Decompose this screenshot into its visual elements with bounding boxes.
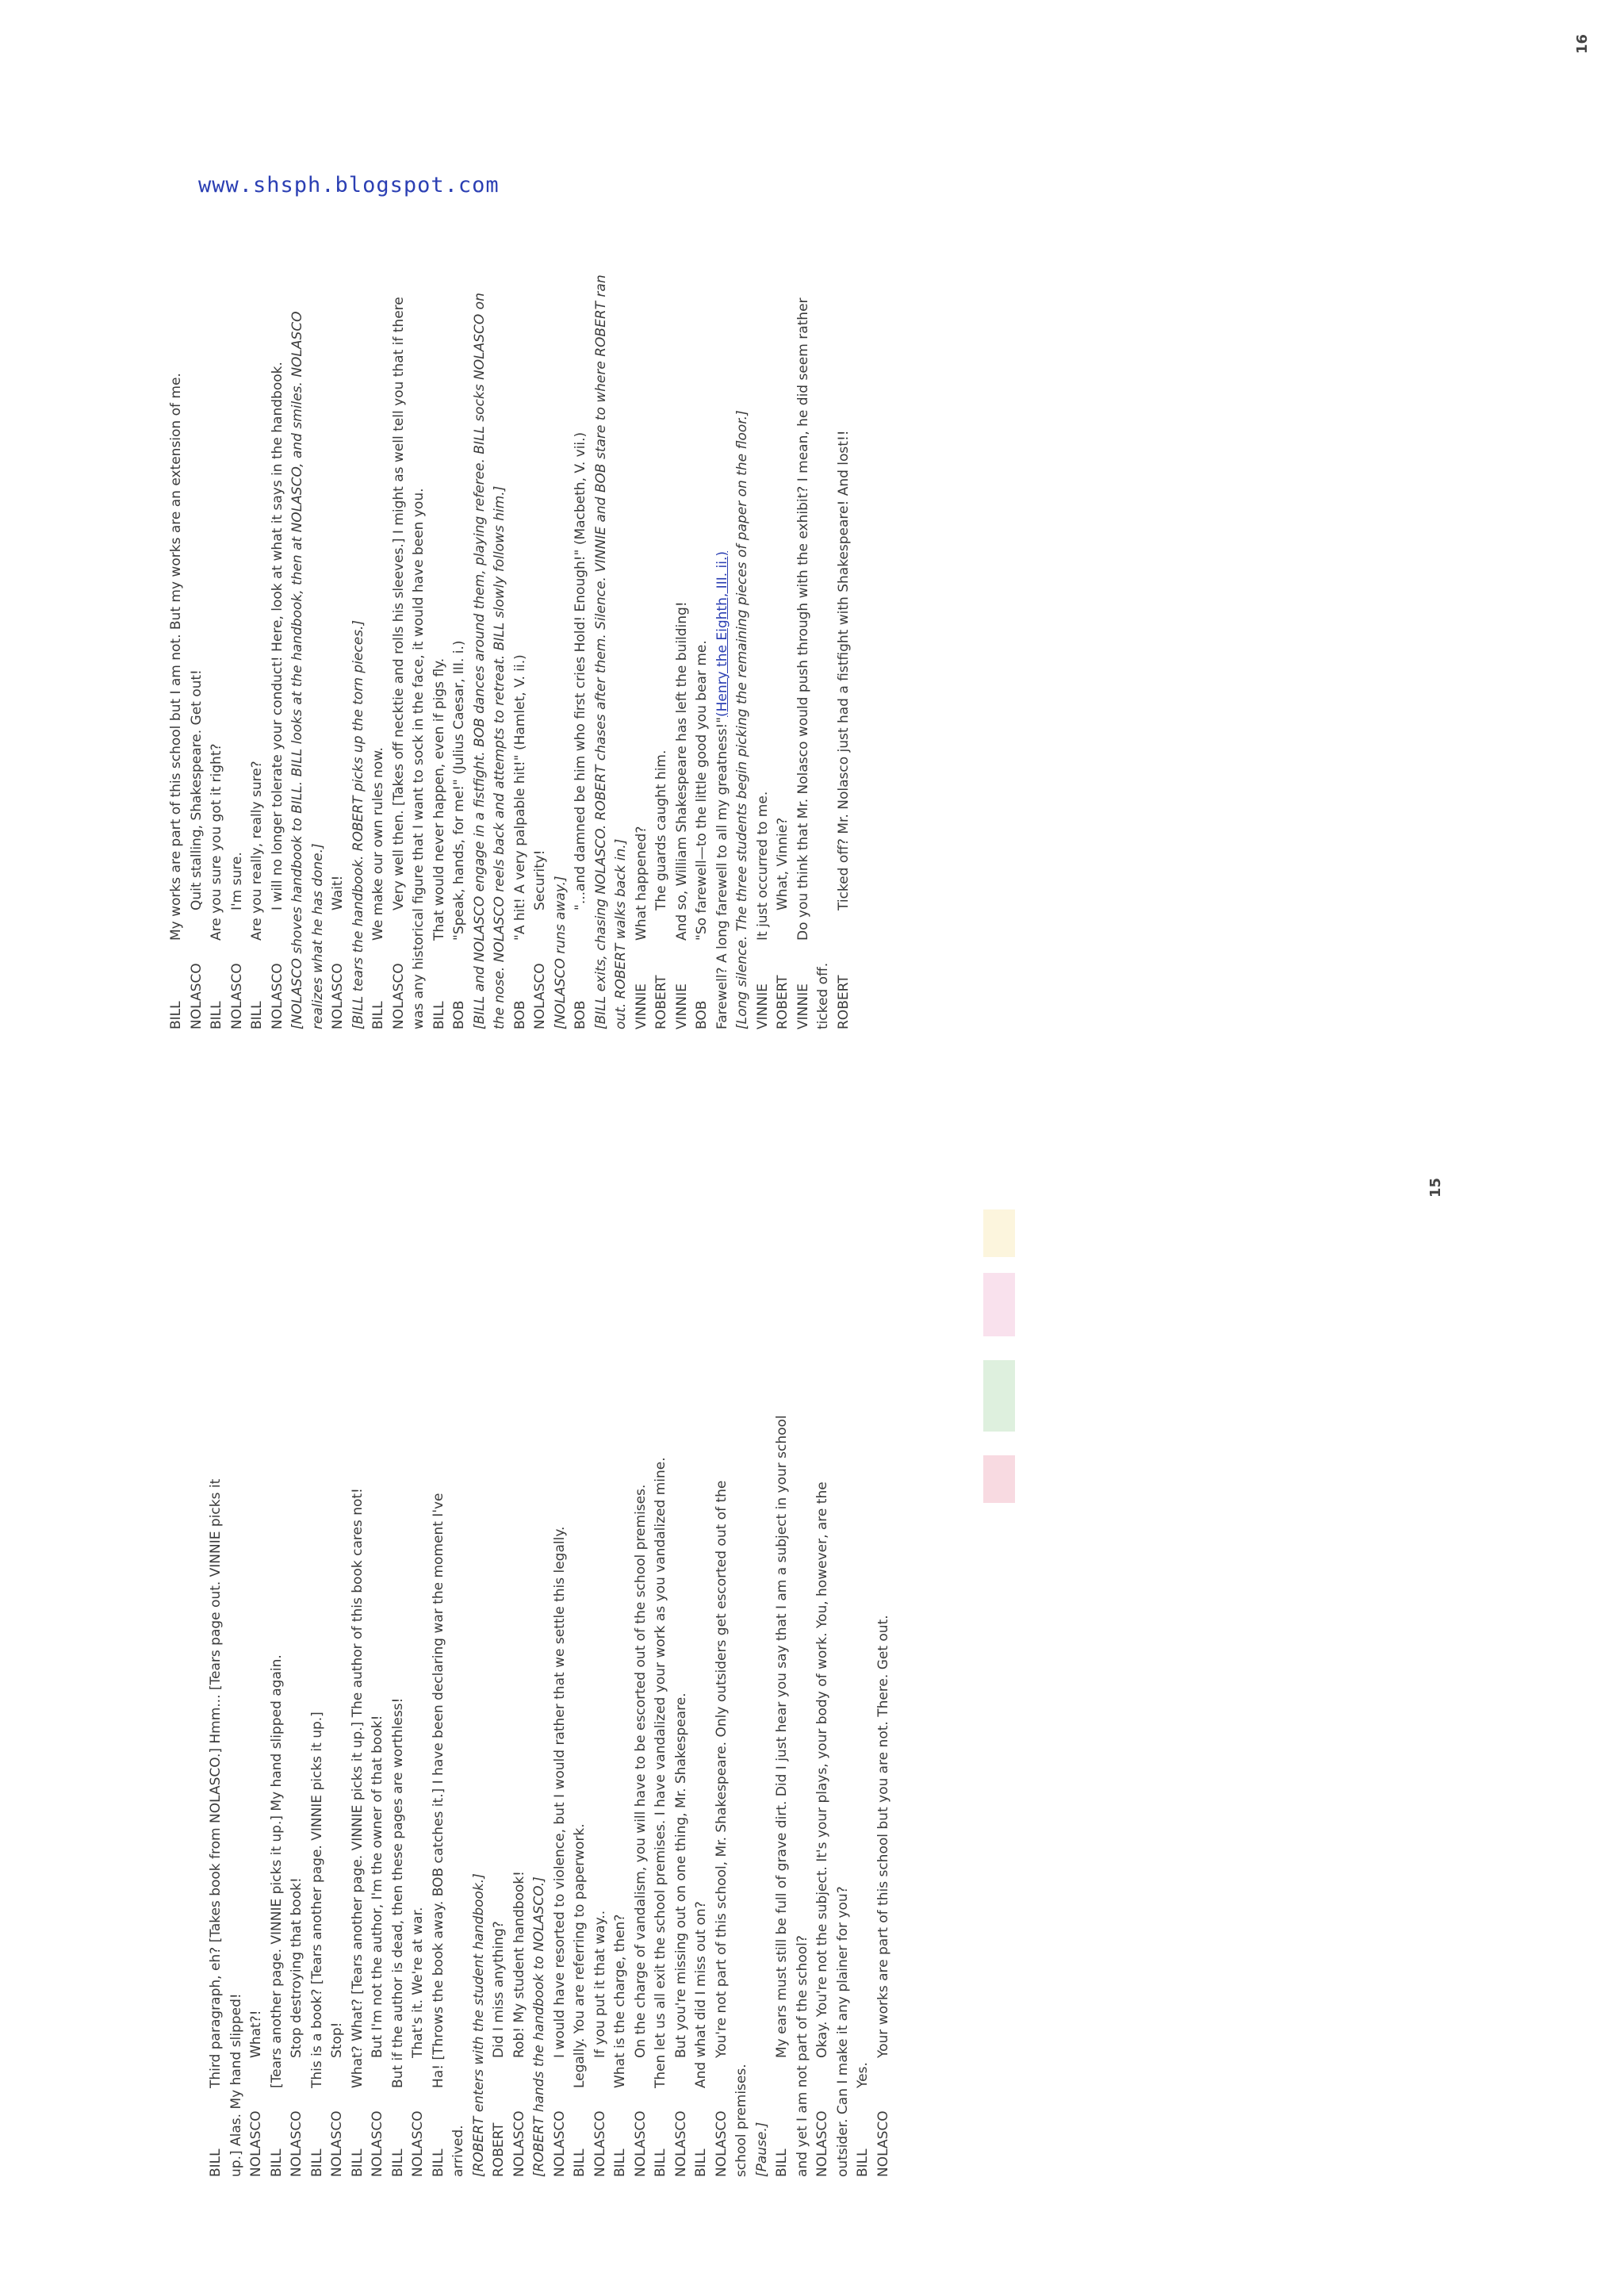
- script-line: [267, 1180, 288, 2177]
- script-line: [550, 1180, 571, 2177]
- speaker-name: BILL: [653, 2148, 668, 2177]
- speaker-name: BOB: [573, 1000, 588, 1029]
- stage-direction: [Pause.]: [753, 2122, 770, 2177]
- dialogue-text: I'm sure.: [228, 852, 245, 910]
- stage-direction: [BILL tears the handbook. ROBERT picks up the torn pieces.]: [350, 619, 366, 1029]
- speaker-name: NOLASCO: [672, 2110, 689, 2177]
- dialogue-text: On the charge of vandalism, you will have to be escorted out of the school premises.: [632, 1484, 649, 2058]
- dialogue-text: Rob! My student handbook!: [511, 1871, 527, 2058]
- dialogue-text: That's it. We're at war.: [410, 1907, 426, 2058]
- dialogue-text: What is the charge, then?: [612, 1914, 628, 2088]
- script-line: [571, 32, 592, 1029]
- dialogue-text: Ticked off? Mr. Nolasco just had a fistfight with Shakespeare! And lost!!: [835, 430, 852, 910]
- dialogue-text: What? What? [Tears another page. VINNIE picks it up.] The author of this book cares not!: [349, 1488, 366, 2088]
- script-line: [732, 1180, 753, 2177]
- dialogue-text: If you put it that way..: [592, 1910, 608, 2058]
- dialogue-text: Third paragraph, eh? [Takes book from NOLASCO.] Hmm... [Tears page out. VINNIE picks it: [208, 1478, 224, 2088]
- script-line: [429, 1180, 450, 2177]
- script-line: [713, 32, 733, 1029]
- dialogue-text: ticked off.: [815, 962, 831, 1029]
- page-left: [0, 1148, 1624, 2296]
- dialogue-text: was any historical figure that I want to sock in the face, it would have been you.: [411, 488, 427, 1029]
- script-line: [206, 1180, 227, 2177]
- stage-direction: [BILL and NOLASCO engage in a fistfight. BOB dances around them, playing referee. BILL socks NOLASCO on: [471, 293, 488, 1029]
- script-line: [814, 32, 834, 1029]
- dialogue-text: Okay. You're not the subject. It's your plays, your body of work. You, however, are the: [814, 1481, 830, 2058]
- speaker-name: NOLASCO: [289, 2110, 304, 2177]
- speaker-name: NOLASCO: [511, 2110, 527, 2177]
- speaker-name: BILL: [209, 1001, 224, 1029]
- script-line: [530, 32, 551, 1029]
- dialogue-text: "Speak, hands, for me!" (Julius Caesar, III. i.): [451, 640, 467, 941]
- speaker-name: NOLASCO: [814, 2110, 830, 2177]
- script-lines-left: [206, 1180, 894, 2177]
- dialogue-text: Stop!: [329, 2022, 345, 2058]
- speaker-name: ROBERT: [491, 2122, 507, 2177]
- script-line: [327, 1180, 348, 2177]
- script-line: [672, 32, 693, 1029]
- script-line: [591, 1180, 611, 2177]
- dialogue-text: Legally. You are referring to paperwork.: [572, 1823, 588, 2088]
- speaker-name: VINNIE: [673, 983, 690, 1029]
- script-line: [611, 1180, 631, 2177]
- script-line: [449, 1180, 469, 2177]
- dialogue-text: We make our own rules now.: [370, 747, 386, 941]
- stage-direction: [ROBERT hands the handbook to NOLASCO.]: [531, 1876, 547, 2177]
- speaker-name: BILL: [308, 2148, 325, 2177]
- script-line: [833, 1180, 854, 2177]
- script-line: [672, 1180, 692, 2177]
- dialogue-text: Are you really, really sure?: [249, 761, 265, 941]
- dialogue-text: This is a book? [Tears another page. VINNIE picks it up.]: [308, 1711, 325, 2088]
- speaker-name: NOLASCO: [188, 963, 205, 1029]
- stage-direction: realizes what he has done.]: [309, 843, 326, 1029]
- script-line: [733, 32, 753, 1029]
- dialogue-text: Very well then. [Takes off necktie and rolls his sleeves.] I might as well tell you that if there: [390, 297, 407, 910]
- dialogue-text: But if the author is dead, then these pages are worthless!: [389, 1697, 406, 2088]
- script-line: [167, 32, 187, 1029]
- page-number-right: 16: [1574, 33, 1591, 54]
- script-line: [772, 1180, 793, 2177]
- dialogue-text: school premises.: [733, 2064, 749, 2177]
- dialogue-text: arrived.: [450, 2125, 466, 2177]
- dialogue-text: Your works are part of this school but you are not. There. Get out.: [875, 1615, 891, 2058]
- stage-direction: [NOLASCO shoves handbook to BILL. BILL looks at the handbook, then at NOLASCO, and smiles. NOLASCO: [289, 311, 305, 1029]
- dialogue-text: It just occurred to me.: [754, 791, 771, 941]
- script-line: [692, 32, 713, 1029]
- dialogue-text: Do you think that Mr. Nolasco would push through with the exhibit? I mean, he did seem rather: [795, 297, 811, 941]
- speaker-name: NOLASCO: [248, 2110, 264, 2177]
- script-line: [632, 32, 653, 1029]
- dialogue-text: Then let us all exit the school premises. I have vandalized your work as you vandalized mine.: [653, 1457, 668, 2088]
- dialogue-text: What happened?: [633, 826, 649, 941]
- speaker-name: NOLASCO: [228, 963, 245, 1029]
- script-line: [389, 1180, 409, 2177]
- speaker-name: BOB: [694, 1000, 710, 1029]
- dialogue-text: That would never happen, even if pigs fly.: [431, 657, 447, 941]
- speaker-name: BILL: [389, 2148, 406, 2177]
- speaker-name: VINNIE: [795, 983, 811, 1029]
- dialogue-text: And what did I miss out on?: [693, 1901, 709, 2088]
- dialogue-text: Security!: [532, 849, 548, 910]
- dialogue-text: The guards caught him.: [653, 749, 669, 910]
- dialogue-text: You're not part of this school, Mr. Shakespeare. Only outsiders get escorted out of the: [713, 1480, 730, 2058]
- dialogue-text: But you're missing out on one thing, Mr. Shakespeare.: [672, 1692, 689, 2058]
- speaker-name: NOLASCO: [632, 2110, 649, 2177]
- speaker-name: NOLASCO: [370, 2110, 385, 2177]
- script-line: [631, 1180, 652, 2177]
- stage-direction: [ROBERT enters with the student handbook.]: [470, 1873, 487, 2177]
- speaker-name: BILL: [249, 1001, 265, 1029]
- script-line: [874, 1180, 894, 2177]
- speaker-name: VINNIE: [754, 983, 771, 1029]
- dialogue-text: outsider. Can I make it any plainer for you?: [834, 1886, 851, 2177]
- speaker-name: BILL: [208, 2148, 224, 2177]
- script-line: [712, 1180, 733, 2177]
- script-line: [652, 32, 672, 1029]
- dialogue-text: "A hit! A very palpable hit!" (Hamlet, V. ii.): [511, 654, 528, 941]
- dialogue-text: What?!: [248, 2010, 264, 2058]
- speaker-name: BILL: [431, 1001, 447, 1029]
- dialogue-text: Ha! [Throws the book away. BOB catches it.] I have been declaring war the moment I've: [430, 1493, 446, 2088]
- dialogue-text: I will no longer tolerate your conduct! Here, look at what it says in the handbook.: [269, 362, 285, 910]
- speaker-name: BILL: [774, 2148, 790, 2177]
- script-line: [510, 1180, 530, 2177]
- speaker-name: BILL: [430, 2148, 446, 2177]
- script-line: [570, 1180, 591, 2177]
- speaker-name: NOLASCO: [551, 2110, 568, 2177]
- script-line: [773, 32, 794, 1029]
- dialogue-text: And so, William Shakespeare has left the building!: [673, 601, 690, 941]
- dialogue-text: "So farewell—to the little good you bear me.: [694, 640, 710, 941]
- dialogue-text: Quit stalling, Shakespeare. Get out!: [188, 669, 205, 910]
- script-line: [651, 1180, 672, 2177]
- dialogue-text: Yes.: [855, 2062, 871, 2088]
- script-line: [247, 1180, 267, 2177]
- speaker-name: NOLASCO: [532, 963, 548, 1029]
- speaker-name: ROBERT: [835, 975, 852, 1029]
- speaker-name: VINNIE: [633, 983, 649, 1029]
- script-line: [308, 1180, 328, 2177]
- dialogue-text: up.] Alas. My hand slipped!: [228, 1993, 244, 2177]
- speaker-name: ROBERT: [653, 975, 669, 1029]
- speaker-name: BILL: [349, 2148, 366, 2177]
- dialogue-text: [Tears another page. VINNIE picks it up.] My hand slipped again.: [268, 1654, 285, 2088]
- dialogue-text: and yet I am not part of the school?: [794, 1935, 810, 2177]
- script-line: [611, 32, 632, 1029]
- script-line: [227, 1180, 247, 2177]
- script-line: [368, 1180, 389, 2177]
- script-line: [348, 1180, 369, 2177]
- script-line: [408, 1180, 429, 2177]
- speaker-name: BOB: [451, 1000, 467, 1029]
- speaker-name: NOLASCO: [713, 2110, 730, 2177]
- dialogue-text: Wait!: [330, 875, 346, 910]
- stage-direction: [NOLASCO runs away.]: [552, 876, 569, 1029]
- speaker-name: NOLASCO: [330, 963, 346, 1029]
- speaker-name: NOLASCO: [875, 2110, 891, 2177]
- speaker-name: NOLASCO: [410, 2110, 426, 2177]
- speaker-name: ROBERT: [775, 975, 791, 1029]
- dialogue-text: But I'm not the author, I'm the owner of that book!: [370, 1715, 385, 2058]
- script-line: [489, 1180, 510, 2177]
- speaker-name: NOLASCO: [329, 2110, 345, 2177]
- script-line: [469, 1180, 490, 2177]
- script-line: [813, 1180, 833, 2177]
- blog-watermark: www.shsph.blogspot.com: [198, 173, 500, 197]
- faint-logo-watermark: [975, 1202, 1023, 1503]
- script-line: [753, 1180, 773, 2177]
- script-line: [287, 1180, 308, 2177]
- speaker-name: NOLASCO: [269, 963, 285, 1029]
- dialogue-text: "...and damned be him who first cries Hold! Enough!" (Macbeth, V. vii.): [573, 431, 588, 910]
- speaker-name: NOLASCO: [592, 2110, 608, 2177]
- script-line: [834, 32, 855, 1029]
- stage-direction: [Long silence. The three students begin picking the remaining pieces of paper on the floor.]: [734, 410, 750, 1029]
- page-number-left: 15: [1427, 1177, 1444, 1198]
- script-line: [530, 1180, 550, 2177]
- script-line: [511, 32, 531, 1029]
- speaker-name: BILL: [572, 2148, 588, 2177]
- stage-direction: the nose. NOLASCO reels back and attempts to retreat. BILL slowly follows him.]: [492, 485, 508, 1029]
- speaker-name: BILL: [268, 2148, 285, 2177]
- script-line: [592, 32, 612, 1029]
- script-line: [794, 32, 814, 1029]
- speaker-name: BILL: [168, 1001, 184, 1029]
- dialogue-text: Are you sure you got it right?: [209, 743, 224, 941]
- stage-direction: out. ROBERT walks back in.]: [613, 838, 629, 1029]
- speaker-name: BILL: [612, 2148, 628, 2177]
- script-line: [691, 1180, 712, 2177]
- dialogue-text: My ears must still be full of grave dirt. Did I just hear you say that I am a subject in your school: [774, 1415, 790, 2058]
- script-line: [753, 32, 774, 1029]
- dialogue-text: Did I miss anything?: [491, 1921, 507, 2058]
- speaker-name: BILL: [693, 2148, 709, 2177]
- script-line: [551, 32, 572, 1029]
- dialogue-text: Stop destroying that book!: [289, 1877, 304, 2058]
- dialogue-text: What, Vinnie?: [775, 817, 791, 910]
- dialogue-text: I would have resorted to violence, but I would rather that we settle this legally.: [551, 1526, 568, 2058]
- speaker-name: BOB: [511, 1000, 528, 1029]
- stage-direction: [BILL exits, chasing NOLASCO. ROBERT chases after them. Silence. VINNIE and BOB stare to where ROBERT ran: [592, 274, 609, 1029]
- citation-link[interactable]: (Henry the Eighth, III. ii.): [714, 550, 730, 717]
- script-line: [793, 1180, 814, 2177]
- dialogue-text: Farewell? A long farewell to all my greatness!": [714, 716, 730, 1029]
- speaker-name: BILL: [370, 1001, 386, 1029]
- speaker-name: NOLASCO: [390, 963, 407, 1029]
- speaker-name: BILL: [855, 2148, 871, 2177]
- script-line: [853, 1180, 874, 2177]
- dialogue-text: My works are part of this school but I am not. But my works are an extension of me.: [168, 373, 184, 941]
